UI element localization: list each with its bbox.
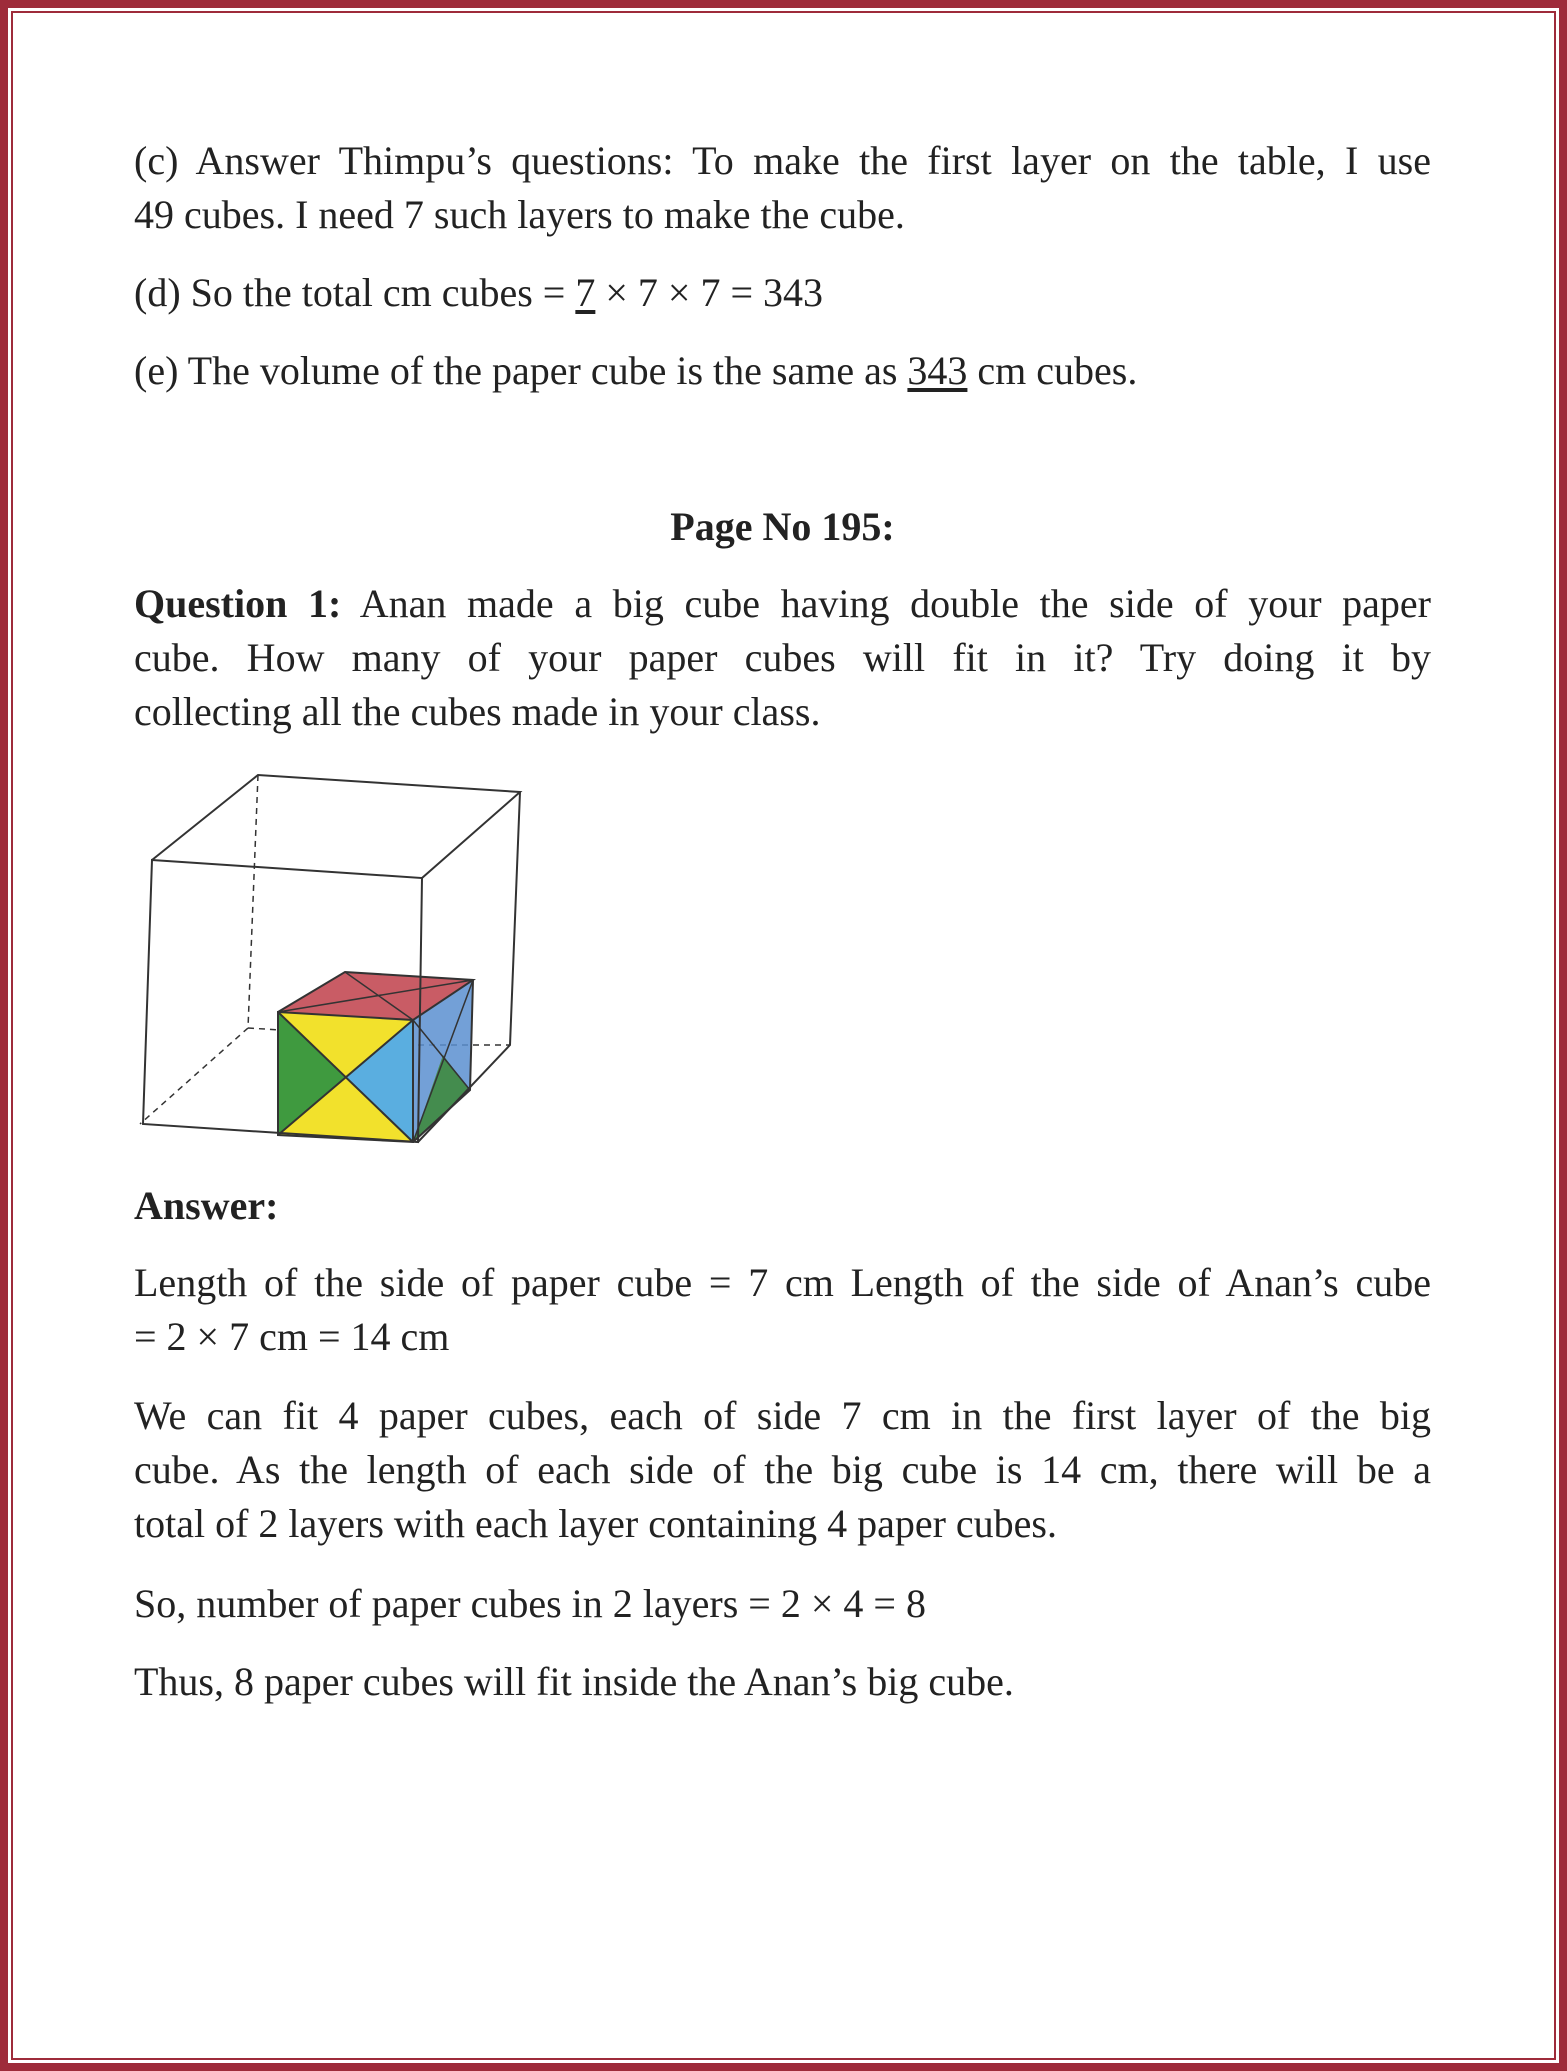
answer-p3: So, number of paper cubes in 2 layers = 2 × 4 = 8 bbox=[134, 1581, 926, 1626]
question-line-1: Anan made a big cube having double the side of your paper bbox=[341, 581, 1431, 626]
answer-paragraph-1 bbox=[134, 1256, 1431, 1364]
answer-p1-line-1: Length of the side of paper cube = 7 cm Length of the side of Anan’s cube bbox=[134, 1260, 1431, 1305]
question-label: Question 1: bbox=[134, 581, 342, 626]
part-c-line-1: (c) Answer Thimpu’s questions: To make the first layer on the table, I use bbox=[134, 138, 1431, 183]
part-e bbox=[134, 344, 1431, 398]
page-heading bbox=[134, 500, 1431, 554]
answer-label: Answer: bbox=[134, 1183, 279, 1228]
part-c-line-2: 49 cubes. I need 7 such layers to make the cube. bbox=[134, 192, 905, 237]
part-e-answer: 343 bbox=[907, 348, 968, 393]
cube-illustration bbox=[130, 765, 530, 1155]
part-d-text: (d) So the total cm cubes = bbox=[134, 270, 576, 315]
answer-heading bbox=[134, 1179, 1431, 1233]
question-line-3: collecting all the cubes made in your class. bbox=[134, 689, 821, 734]
question-1 bbox=[134, 577, 1431, 739]
answer-p4: Thus, 8 paper cubes will fit inside the Anan’s big cube. bbox=[134, 1659, 1014, 1704]
answer-paragraph-2 bbox=[134, 1389, 1431, 1551]
page-heading-text: Page No 195: bbox=[670, 504, 895, 549]
part-d-rest: × 7 × 7 = 343 bbox=[595, 270, 824, 315]
part-e-rest: cm cubes. bbox=[967, 348, 1138, 393]
part-e-text: (e) The volume of the paper cube is the same as bbox=[134, 348, 908, 393]
part-d bbox=[134, 266, 1431, 320]
answer-p2-line-3: total of 2 layers with each layer containing 4 paper cubes. bbox=[134, 1501, 1057, 1546]
part-d-answer: 7 bbox=[575, 270, 596, 315]
answer-paragraph-3 bbox=[134, 1577, 1431, 1631]
question-line-2: cube. How many of your paper cubes will fit in it? Try doing it by bbox=[134, 635, 1431, 680]
answer-p2-line-2: cube. As the length of each side of the big cube is 14 cm, there will be a bbox=[134, 1447, 1431, 1492]
answer-paragraph-4 bbox=[134, 1655, 1431, 1709]
part-c bbox=[134, 134, 1431, 242]
answer-p1-line-2: = 2 × 7 cm = 14 cm bbox=[134, 1314, 450, 1359]
answer-p2-line-1: We can fit 4 paper cubes, each of side 7 cm in the first layer of the big bbox=[134, 1393, 1431, 1438]
